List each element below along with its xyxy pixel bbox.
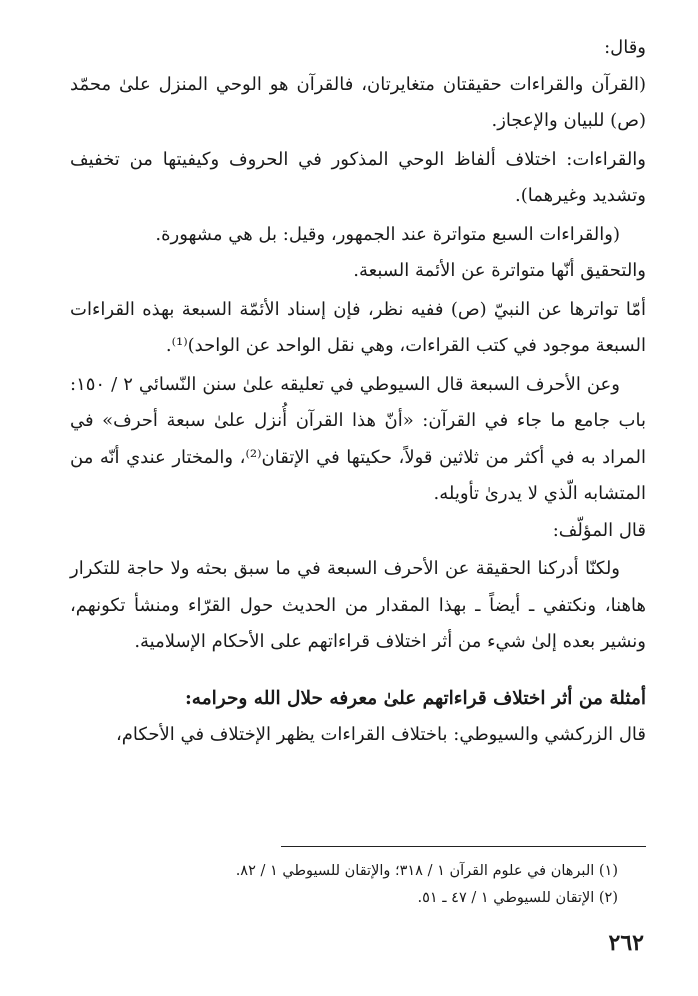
footnote-1: (١) البرهان في علوم القرآن ١ / ٣١٨؛ والإتقان للسيوطي ١ / ٨٢. <box>235 863 618 879</box>
paragraph-prophet-tawatur: أمّا تواترها عن النبيّ (ص) ففيه نظر، فإن إسناد الأئمّة السبعة بهذه القراءات السبعة موجود في كتب القراءات، وهي نقل الواحد عن الواحد)⁽¹⁾. <box>70 298 646 356</box>
page-number: ٢٦٢ <box>608 930 644 956</box>
paragraph-zarkashi: قال الزركشي والسيوطي: باختلاف القراءات يظهر الإختلاف في الأحكام، <box>115 724 646 745</box>
paragraph-quran-definition: (القرآن والقراءات حقيقتان متغايرتان، فالقرآن هو الوحي المنزل علىٰ محمّد (ص) للبيان والإعجاز. <box>70 73 646 131</box>
paragraph-suyuti: وعن الأحرف السبعة قال السيوطي في تعليقه علىٰ سنن النّسائي ٢ / ١٥٠: باب جامع ما جاء في القرآن: «أنّ هذا القرآن أُنزل علىٰ سبعة أحرف» في المراد به في أكثر من ثلاثين قولاً، حكيتها في الإتقان⁽²⁾، والمختار عندي أنّه من المتشابه الّذي لا يدرىٰ تأويله. <box>70 373 646 504</box>
section-heading: أمثلة من أثر اختلاف قراءاتهم علىٰ معرفه حلال الله وحرامه: <box>184 687 646 709</box>
paragraph-tawatur: (والقراءات السبع متواترة عند الجمهور، وقيل: بل هي مشهورة. <box>155 223 620 245</box>
page-body <box>70 30 646 754</box>
paragraph-qiraat-definition: والقراءات: اختلاف ألفاظ الوحي المذكور في الحروف وكيفيتها من تخفيف وتشديد وغيرهما). <box>70 148 646 206</box>
paragraph-author-label: قال المؤلّف: <box>552 519 646 541</box>
footnote-divider <box>281 846 646 847</box>
footnotes <box>70 858 618 912</box>
paragraph-intro: وقال: <box>604 37 646 58</box>
paragraph-author-note: ولكنّا أدركنا الحقيقة عن الأحرف السبعة في ما سبق بحثه ولا حاجة للتكرار هاهنا، ونكتفي ـ أيضاً ـ بهذا المقدار من الحديث حول القرّاء ومنشأ تكونهم، ونشير بعده إلىٰ شيء من أثر اختلاف قراءاتهم على الأحكام الإسلامية. <box>70 558 646 652</box>
footnote-2: (٢) الإتقان للسيوطي ١ / ٤٧ ـ ٥١. <box>417 890 618 906</box>
paragraph-tahqiq: والتحقيق أنّها متواترة عن الأئمة السبعة. <box>353 260 646 281</box>
